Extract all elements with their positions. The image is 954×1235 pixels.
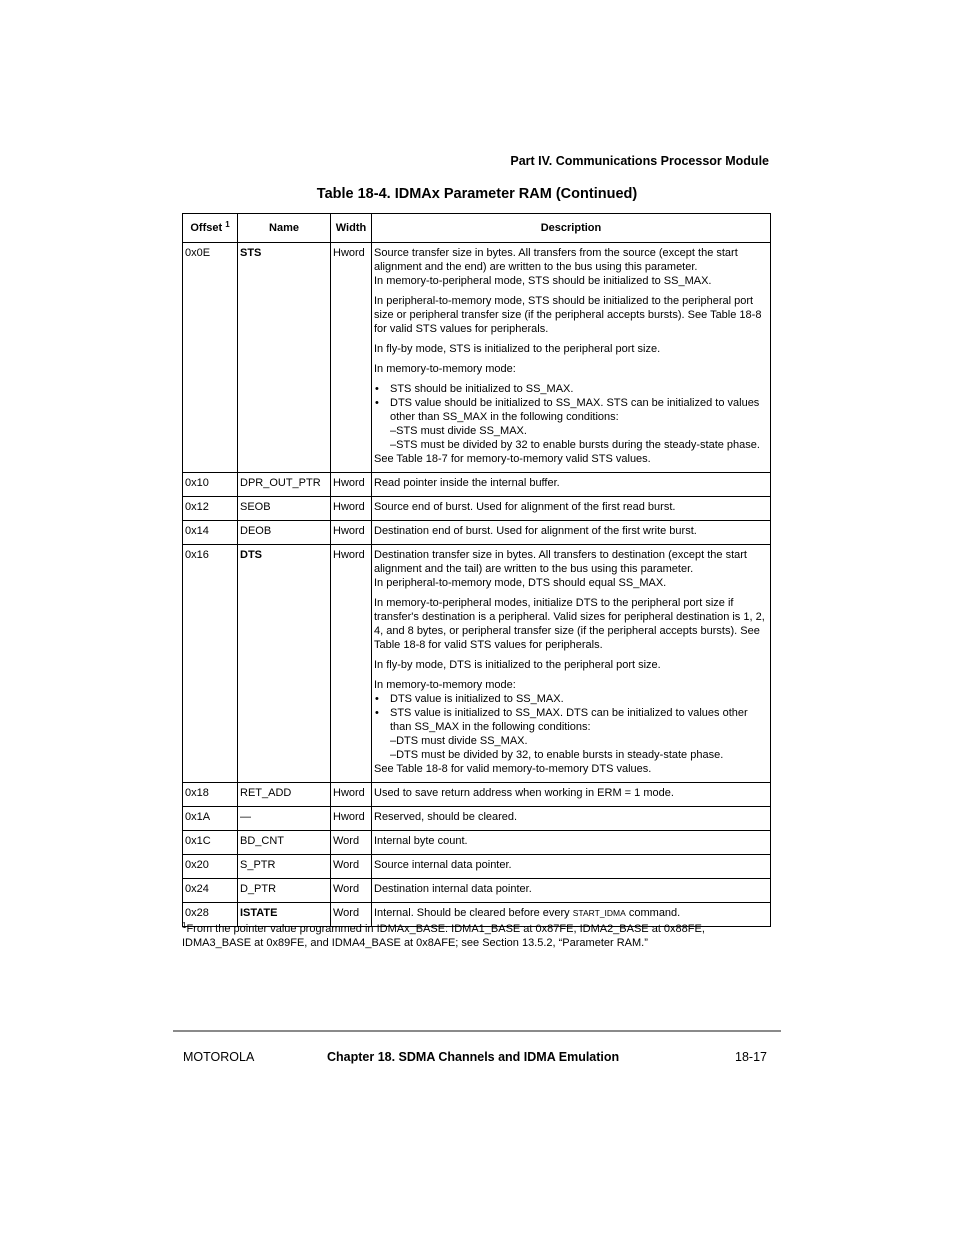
cell-offset: 0x1A	[183, 807, 238, 831]
cell-width: Word	[331, 855, 372, 879]
col-header-width: Width	[331, 214, 372, 243]
description-subitem: –DTS must divide SS_MAX.	[390, 735, 528, 747]
table-row	[183, 807, 771, 831]
running-header: Part IV. Communications Processor Module	[510, 154, 769, 168]
table-row	[183, 473, 771, 497]
description-bullet: • STS should be initialized to SS_MAX.	[374, 382, 768, 396]
cell-description	[372, 783, 771, 807]
description-line: Source end of burst. Used for alignment of the first read burst.	[374, 501, 676, 513]
table-row	[183, 497, 771, 521]
table-row	[183, 879, 771, 903]
footer-page-number: 18-17	[735, 1050, 767, 1064]
cell-width: Hword	[331, 545, 372, 783]
description-subitem: –STS must divide SS_MAX.	[390, 425, 527, 437]
description-line: See Table 18-8 for valid memory-to-memory DTS values.	[374, 763, 652, 775]
description-paragraph: In memory-to-peripheral mode, STS should be initialized to SS_MAX.	[374, 275, 712, 287]
description-line: See Table 18-7 for memory-to-memory valid STS values.	[374, 453, 651, 465]
cell-offset: 0x24	[183, 879, 238, 903]
description-text: Internal. Should be cleared before every	[374, 907, 573, 919]
footnote-mark: 1	[182, 921, 187, 930]
cell-offset: 0x14	[183, 521, 238, 545]
cell-name: ISTATE	[238, 903, 331, 927]
cell-offset: 0x18	[183, 783, 238, 807]
description-paragraph: In peripheral-to-memory mode, DTS should equal SS_MAX.	[374, 577, 667, 589]
col-header-offset: Offset $^1$	[183, 214, 238, 243]
cell-name: SEOB	[238, 497, 331, 521]
footer-rule	[173, 1030, 781, 1032]
col-header-description: Description	[372, 214, 771, 243]
cell-width: Hword	[331, 497, 372, 521]
cell-description	[372, 473, 771, 497]
cell-width: Word	[331, 903, 372, 927]
cell-offset: 0x1C	[183, 831, 238, 855]
footnote-text: From the pointer value programmed in IDMAx_BASE: IDMA1_BASE at 0x87FE, IDMA2_BASE at 0x88FE, IDMA3_BASE at 0x89FE, and IDMA4_BASE at 0x8AFE; see Section 13.5.2, “Parameter RAM.”	[182, 923, 705, 949]
table-row	[183, 243, 771, 473]
cell-name: DEOB	[238, 521, 331, 545]
footer-chapter: Chapter 18. SDMA Channels and IDMA Emulation	[327, 1050, 620, 1064]
description-line: Read pointer inside the internal buffer.	[374, 477, 560, 489]
description-line: Internal byte count.	[374, 835, 468, 847]
footer-company: MOTOROLA	[183, 1050, 255, 1064]
cell-width: Hword	[331, 473, 372, 497]
command-name: START_IDMA	[572, 908, 626, 918]
cell-name: RET_ADD	[238, 783, 331, 807]
cell-name: STS	[238, 243, 331, 473]
parameter-ram-table	[182, 213, 771, 927]
cell-offset: 0x10	[183, 473, 238, 497]
cell-description	[372, 243, 771, 473]
cell-offset: 0x16	[183, 545, 238, 783]
description-paragraph: In memory-to-memory mode:	[374, 679, 516, 691]
description-paragraph: In memory-to-memory mode:	[374, 363, 516, 375]
description-paragraph: In peripheral-to-memory mode, STS should be initialized to the peripheral port size or peripheral transfer size (if the peripheral accepts bursts). See Table 18-8 for valid STS values for peripherals.	[374, 295, 762, 335]
cell-name: D_PTR	[238, 879, 331, 903]
table-row	[183, 831, 771, 855]
table-row	[183, 855, 771, 879]
cell-name: —	[238, 807, 331, 831]
cell-offset: 0x0E	[183, 243, 238, 473]
cell-offset: 0x20	[183, 855, 238, 879]
description-line: Destination internal data pointer.	[374, 883, 532, 895]
description-line: Destination end of burst. Used for alignment of the first write burst.	[374, 525, 697, 537]
cell-width: Hword	[331, 243, 372, 473]
description-subitem: –STS must be divided by 32 to enable bursts during the steady-state phase.	[390, 439, 760, 451]
description-paragraph: In fly-by mode, STS is initialized to the peripheral port size.	[374, 343, 661, 355]
table-row	[183, 545, 771, 783]
cell-width: Word	[331, 879, 372, 903]
cell-description	[372, 521, 771, 545]
col-header-name: Name	[238, 214, 331, 243]
footnote-ref: 1	[225, 220, 230, 229]
description-paragraph: In fly-by mode, DTS is initialized to the peripheral port size.	[374, 659, 661, 671]
cell-name: S_PTR	[238, 855, 331, 879]
cell-offset: 0x28	[183, 903, 238, 927]
cell-width: Hword	[331, 807, 372, 831]
cell-name: DTS	[238, 545, 331, 783]
cell-name: DPR_OUT_PTR	[238, 473, 331, 497]
cell-name: BD_CNT	[238, 831, 331, 855]
description-bullet: • DTS value should be initialized to SS_MAX. STS can be initialized to values other than SS_MAX in the following conditions:	[374, 396, 768, 424]
cell-offset: 0x12	[183, 497, 238, 521]
description-bullet: • STS value is initialized to SS_MAX. DTS can be initialized to values other than SS_MAX in the following conditions:	[374, 706, 768, 734]
description-line	[374, 906, 768, 920]
cell-width: Hword	[331, 783, 372, 807]
description-bullet: • DTS value is initialized to SS_MAX.	[374, 692, 768, 706]
table-header-row	[183, 214, 771, 243]
table-row	[183, 521, 771, 545]
cell-description	[372, 831, 771, 855]
table-footnote	[182, 922, 772, 950]
table-title: Table 18-4. IDMAx Parameter RAM (Continued)	[316, 186, 638, 202]
cell-width: Hword	[331, 521, 372, 545]
description-paragraph: In memory-to-peripheral modes, initialize DTS to the peripheral port size if transfer's destination is a peripheral. Valid sizes for peripheral destination is 1, 2, 4, and 8 bytes, or peripheral transfer size (if the peripheral accepts bursts). See Table 18-8 for valid STS values for peripherals.	[374, 597, 765, 651]
description-paragraph: Destination transfer size in bytes. All transfers to destination (except the start alignment and the tail) are written to the bus using this parameter.	[374, 549, 747, 575]
description-line: Source internal data pointer.	[374, 859, 512, 871]
description-line: Reserved, should be cleared.	[374, 811, 518, 823]
cell-width: Word	[331, 831, 372, 855]
description-line: Used to save return address when working in ERM = 1 mode.	[374, 787, 674, 799]
cell-description	[372, 879, 771, 903]
description-text: command.	[625, 907, 681, 919]
description-paragraph: Source transfer size in bytes. All transfers from the source (except the start alignment and the end) are written to the bus using this parameter.	[374, 247, 738, 273]
cell-description	[372, 855, 771, 879]
table-row	[183, 783, 771, 807]
description-subitem: –DTS must be divided by 32, to enable bursts in steady-state phase.	[390, 749, 724, 761]
cell-description	[372, 497, 771, 521]
cell-description	[372, 807, 771, 831]
cell-description	[372, 545, 771, 783]
